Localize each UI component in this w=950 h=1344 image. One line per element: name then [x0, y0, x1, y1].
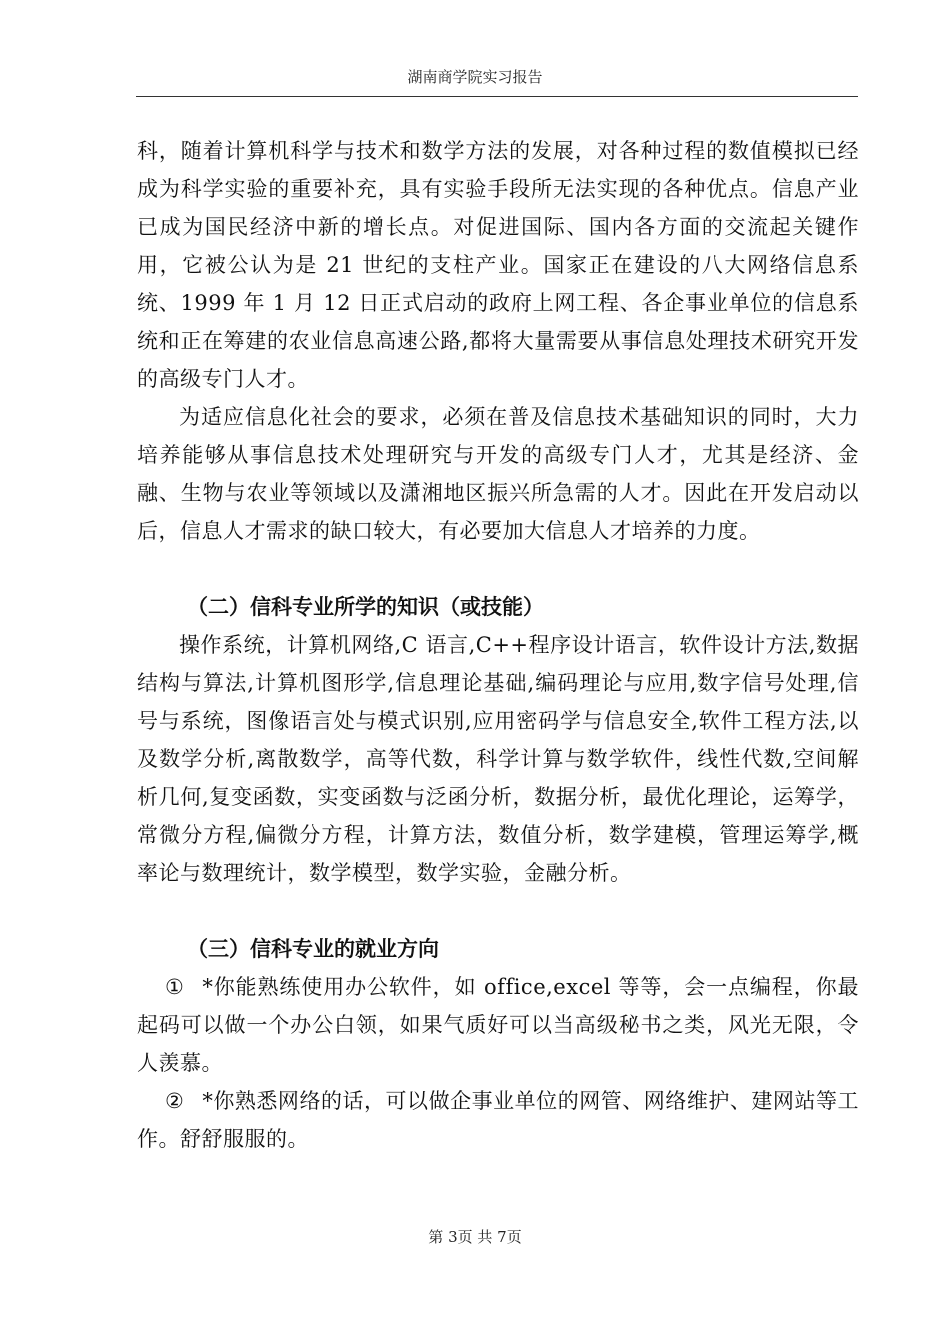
body-paragraph: 科，随着计算机科学与技术和数学方法的发展，对各种过程的数值模拟已经成为科学实验的重要补充，具有实验手段所无法实现的各种优点。信息产业已成为国民经济中新的增长点。对促进国际、国内各方面的交流起关键作用，它被公认为是 21 世纪的支柱产业。国家正在建设的八大网络信息系统、1999 年 1 月 12 日正式启动的政府上网工程、各企事业单位的信息系统和正在筹建的农业信息高速公路,都将大量需要从事信息处理技术研究开发的高级专门人才。 — [137, 139, 859, 391]
document-body — [137, 132, 859, 1158]
list-item — [137, 968, 859, 1082]
section-heading: （三）信科专业的就业方向 — [187, 937, 439, 961]
header-divider — [136, 96, 858, 97]
spacer — [137, 892, 859, 930]
list-marker: ① — [165, 975, 185, 999]
list-item-text: *你熟悉网络的话，可以做企事业单位的网管、网络维护、建网站等工作。舒舒服服的。 — [137, 1089, 859, 1151]
body-paragraph: 为适应信息化社会的要求，必须在普及信息技术基础知识的同时，大力培养能够从事信息技术处理研究与开发的高级专门人才，尤其是经济、金融、生物与农业等领域以及潇湘地区振兴所急需的人才。因此在开发启动以后，信息人才需求的缺口较大，有必要加大信息人才培养的力度。 — [137, 405, 859, 543]
list-item-text: *你能熟练使用办公软件，如 office,excel 等等，会一点编程，你最起码可以做一个办公白领，如果气质好可以当高级秘书之类，风光无限，令人羡慕。 — [137, 975, 859, 1075]
spacer — [137, 550, 859, 588]
page-header: 湖南商学院实习报告 — [407, 68, 543, 86]
body-paragraph: 操作系统，计算机网络,C 语言,C++程序设计语言，软件设计方法,数据结构与算法,计算机图形学,信息理论基础,编码理论与应用,数字信号处理,信号与系统，图像语言处与模式识别,应用密码学与信息安全,软件工程方法,以及数学分析,离散数学，高等代数，科学计算与数学软件，线性代数,空间解析几何,复变函数，实变函数与泛函分析，数据分析，最优化理论，运筹学，常微分方程,偏微分方程，计算方法，数值分析，数学建模，管理运筹学,概率论与数理统计，数学模型，数学实验，金融分析。 — [137, 633, 859, 885]
list-marker: ② — [165, 1089, 185, 1113]
list-item — [137, 1082, 859, 1158]
page-footer: 第 3页 共 7页 — [428, 1228, 522, 1246]
section-heading: （二）信科专业所学的知识（或技能） — [187, 595, 544, 619]
